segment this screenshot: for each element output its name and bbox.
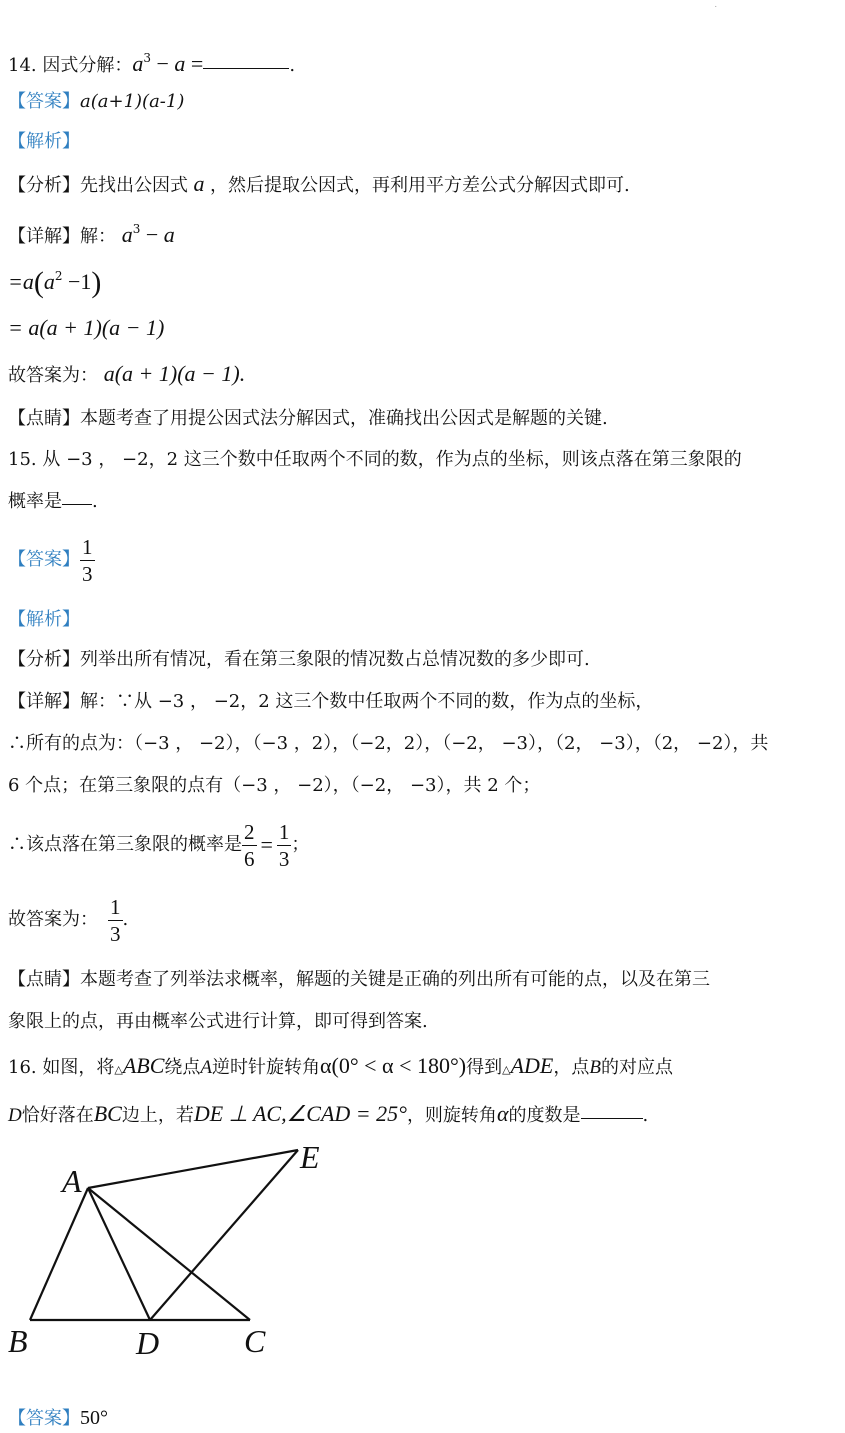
answer-blank[interactable]: [581, 1118, 643, 1119]
q15-probability: ∴该点落在第三象限的概率是 $\frac{2}{6}$ = $\frac{1}{3}$ ；: [8, 819, 310, 871]
q15-stem-line1: 15. 从 −3 ， −2，2 这三个数中任取两个不同的数，作为点的坐标，则该点落在第三象限的: [8, 449, 742, 470]
q15-dianjing-line1: 【点睛】本题考查了列举法求概率，解题的关键是正确的列出所有可能的点，以及在第三: [8, 969, 710, 990]
q15-stem-line2: 概率是 .: [8, 491, 98, 512]
geometry-figure: [0, 1140, 400, 1380]
q14-step2: = a(a + 1)(a − 1): [8, 315, 165, 340]
q15-detail: 【详解】解：∵从 −3 ， −2，2 这三个数中任取两个不同的数，作为点的坐标，: [8, 691, 654, 712]
q14-dianjing: 【点睛】本题考查了用提公因式法分解因式，准确找出公因式是解题的关键.: [8, 408, 608, 429]
q15-analysis-tag: 【解析】: [8, 609, 80, 630]
answer-fraction: $\frac{1}{3}$: [82, 534, 93, 586]
q16-stem-line1: 16. 如图，将△ABC绕点A逆时针旋转角α(0° < α < 180°)得到△ADE，点B的对应点: [8, 1053, 673, 1078]
segment-ac: [88, 1188, 250, 1320]
segment-ad: [88, 1188, 150, 1320]
q16-answer: 【答案】50°: [8, 1407, 108, 1429]
q14-stem: 14. 因式分解：$a^3 - a$ = .: [8, 51, 296, 76]
q14-answer: 【答案】a(a+1)(a-1): [8, 91, 185, 112]
q14-fenxi: 【分析】先找出公因式 a ，然后提取公因式，再利用平方差公式分解因式即可.: [8, 171, 630, 196]
q15-dianjing-line2: 象限上的点，再由概率公式进行计算，即可得到答案.: [8, 1011, 428, 1032]
segment-ae: [88, 1150, 298, 1188]
corner-mark: .: [714, 0, 717, 9]
label-a: A: [62, 1163, 82, 1199]
segment-ab: [30, 1188, 88, 1320]
q15-points-line1: ∴所有的点为：（−3 ， −2），（−3 ，2），（−2，2），（−2， −3），（2， −3），（2， −2），共: [8, 733, 769, 754]
q15-fenxi: 【分析】列举出所有情况，看在第三象限的情况数占总情况数的多少即可.: [8, 649, 590, 670]
q15-points-line2: 6 个点；在第三象限的点有（−3 ， −2），（−2， −3），共 2 个；: [8, 775, 541, 796]
q14-final: 故答案为： a(a + 1)(a − 1).: [8, 361, 246, 386]
label-d: D: [136, 1325, 160, 1361]
label-e: E: [300, 1140, 320, 1175]
answer-blank[interactable]: [62, 504, 92, 505]
segment-de: [150, 1150, 298, 1320]
q14-step1: $=a(a^2 -1)$: [8, 266, 102, 299]
q14-analysis-tag: 【解析】: [8, 131, 80, 152]
answer-blank[interactable]: [203, 68, 289, 69]
q15-final: 故答案为： $\frac{1}{3}$ .: [8, 894, 129, 946]
q16-stem-line2: D恰好落在BC边上，若DE ⊥ AC,∠CAD = 25°，则旋转角α的度数是 .: [8, 1101, 649, 1126]
q15-answer: 【答案】 $\frac{1}{3}$: [8, 534, 93, 586]
label-b: B: [8, 1323, 28, 1359]
label-c: C: [244, 1323, 266, 1359]
q14-detail: 【详解】解： $a^3 - a$: [8, 222, 175, 247]
